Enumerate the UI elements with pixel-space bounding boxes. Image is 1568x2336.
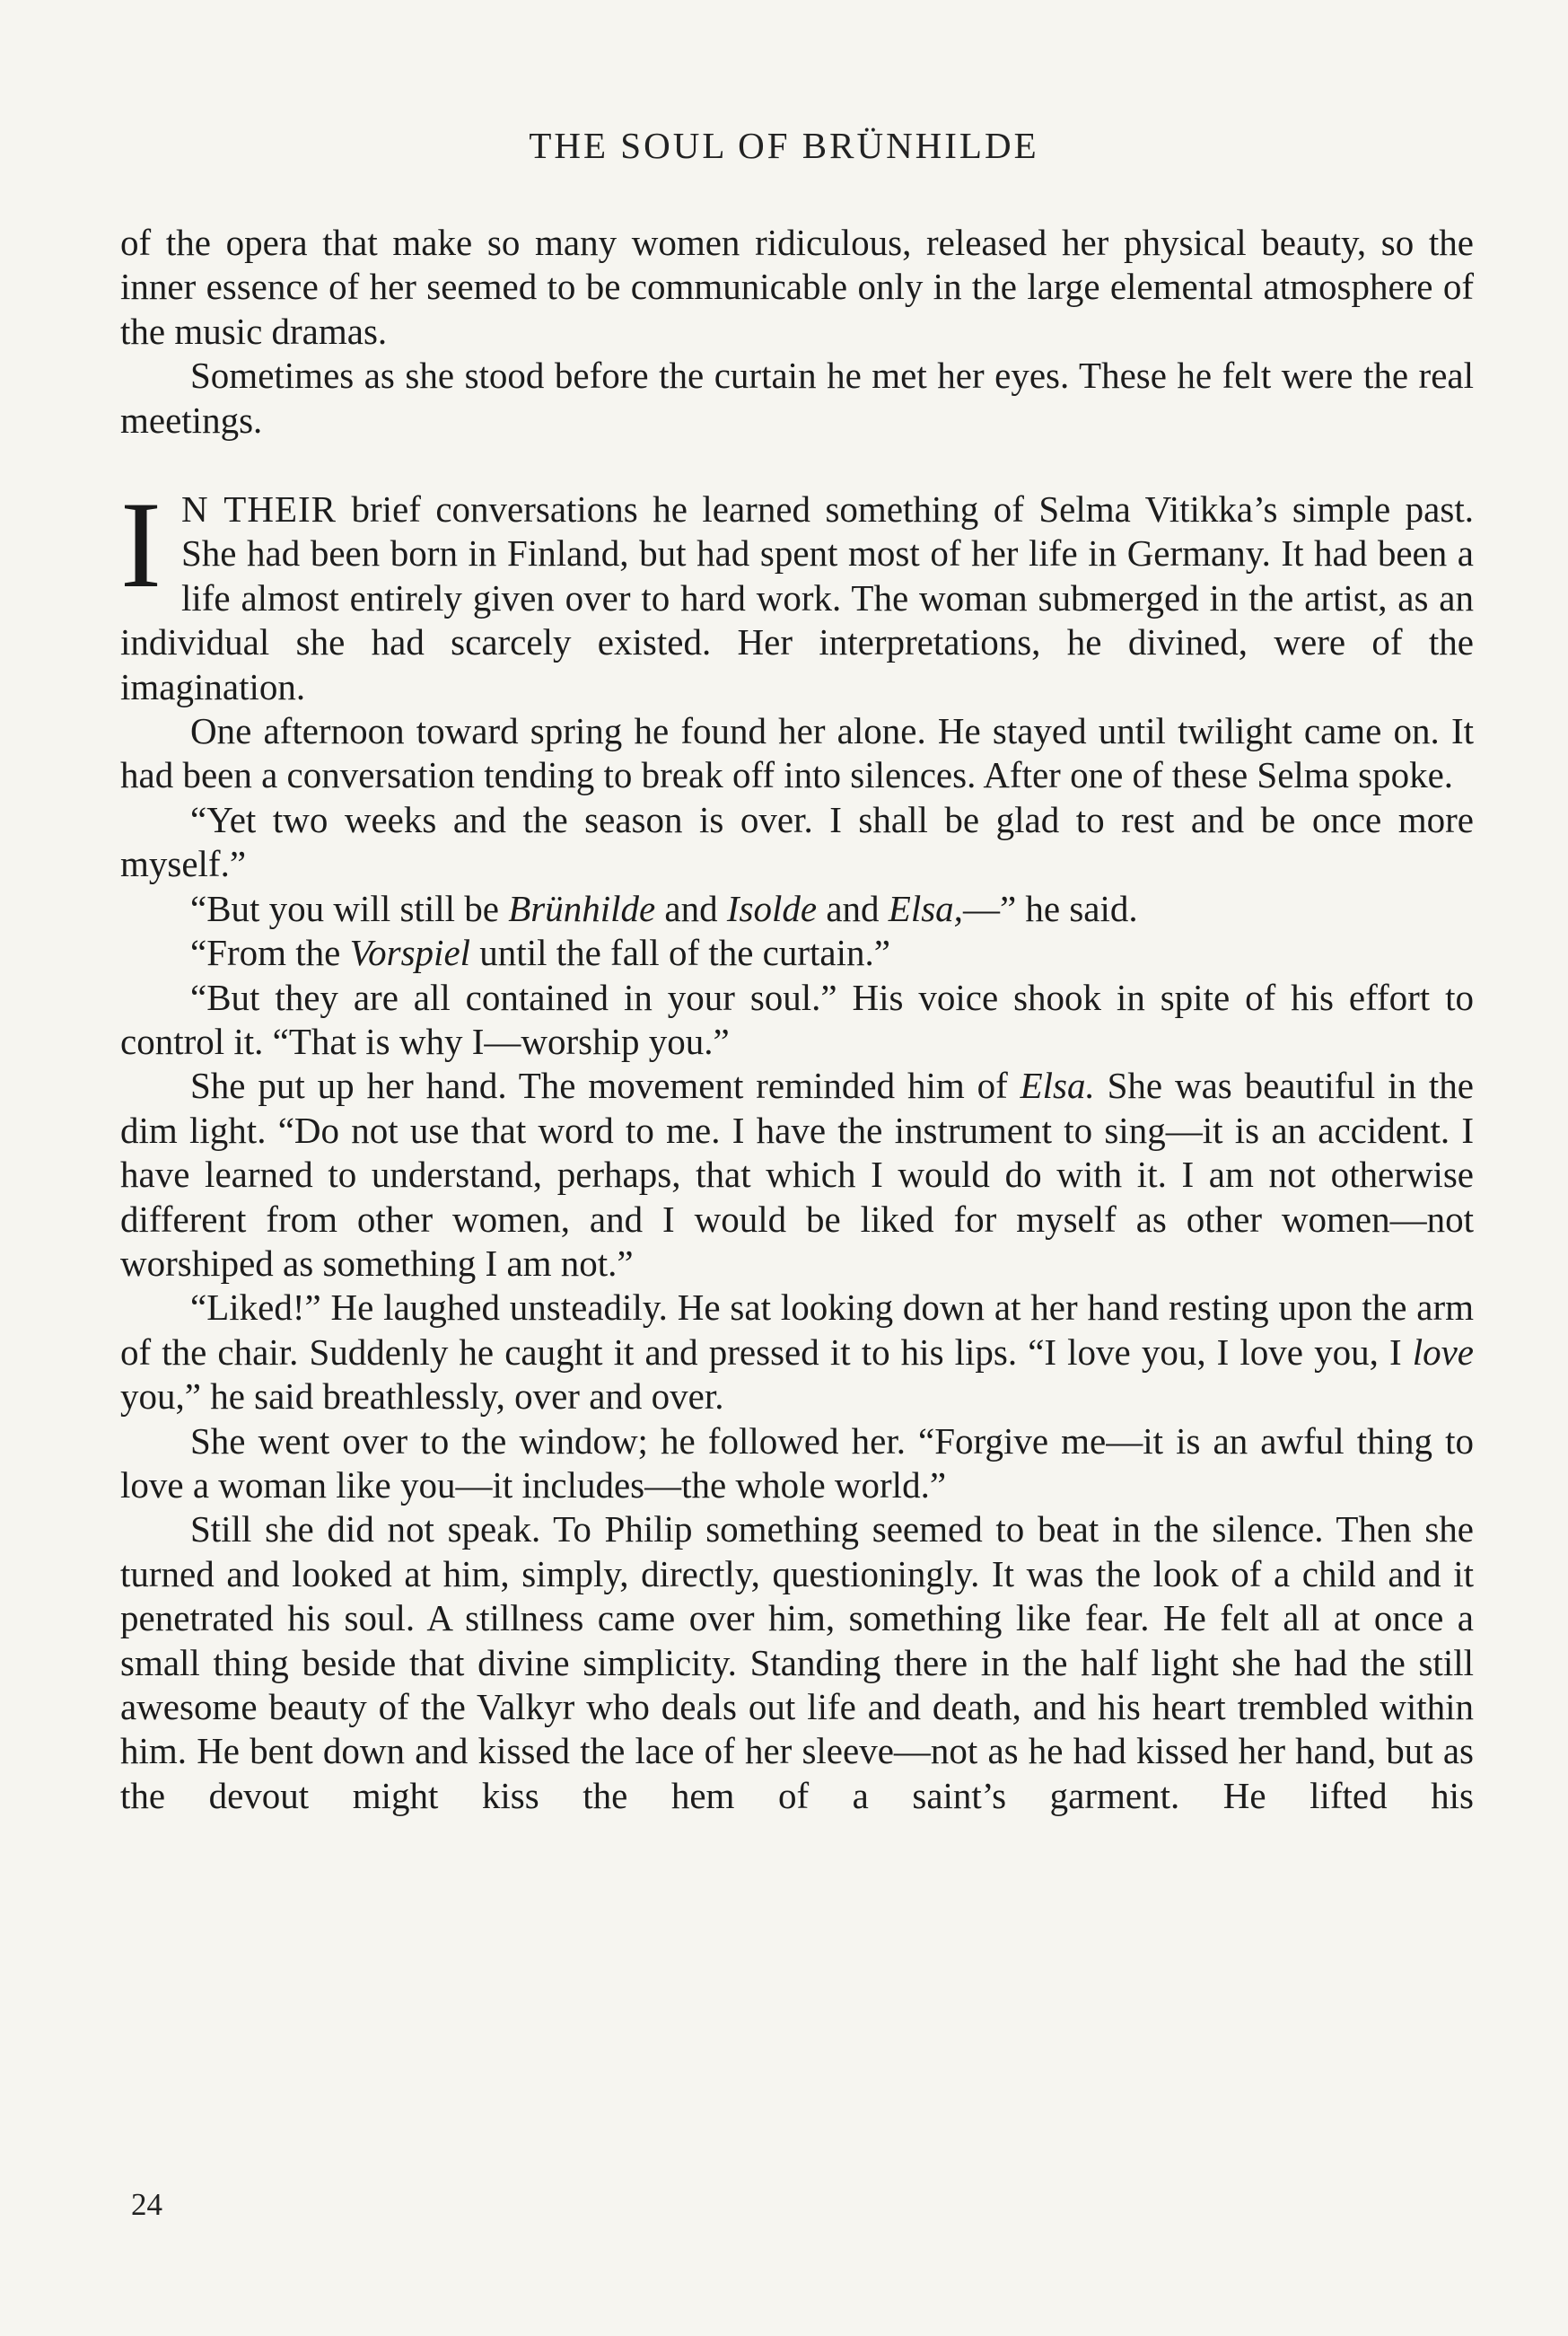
- paragraph: [120, 1064, 1474, 1286]
- text-run: “From the: [190, 932, 350, 974]
- italic-name: Brünhilde: [508, 887, 656, 929]
- text-run: “Liked!” He laughed unsteadily. He sat looking down at her hand resting upon the arm of the chair. Suddenly he caught it and pressed it to his lips. “I love you, I love you, I: [120, 1287, 1474, 1373]
- body-text: [120, 221, 1474, 1818]
- paragraph: [120, 1286, 1474, 1418]
- paragraph: “But they are all contained in your soul.” His voice shook in spite of his effort to control it. “That is why I—worship you.”: [120, 976, 1474, 1062]
- text-run: “But you will still be: [190, 887, 509, 929]
- paragraph: [120, 887, 1474, 931]
- paragraph: She went over to the window; he followed her. “Forgive me—it is an awful thing to love a woman like you—it includes—the whole world.”: [120, 1419, 1474, 1506]
- paragraph: Sometimes as she stood before the curtain he met her eyes. These he felt were the real meetings.: [120, 355, 1474, 441]
- text-run: and: [817, 887, 889, 929]
- text-run: She was beautiful in the dim light. “Do not use that word to me. I have the instrument to sing—it is an accident. I have learned to understand, perhaps, that which I would do with it. I am not otherwise different from other women, and I would be liked for myself as other women—not worshiped as something I am not.”: [120, 1065, 1474, 1284]
- paragraph: of the opera that make so many women ridiculous, released her physical beauty, so the inner essence of her seemed to be communicable only in the large elemental atmosphere of the music dramas.: [120, 222, 1474, 352]
- drop-cap: I: [120, 476, 162, 614]
- paragraph-text: brief conversations he learned something of Selma Vitikka’s simple past. She had been born in Finland, but had spent most of her life in Germany. It had been a life almost entirely given over to hard work. The woman submerged in the artist, as an individual she had scarcely existed. Her interpretations, he divined, were of the imagination.: [120, 488, 1474, 707]
- paragraph: Still she did not speak. To Philip something seemed to beat in the silence. Then she turned and looked at him, simply, directly, questioningly. It was the look of a child and it penetrated his soul. A stillness came over him, something like fear. He felt all at once a small thing beside that divine simplicity. Standing there in the half light she had the still awesome beauty of the Valkyr who deals out life and death, and his heart trembled within him. He bent down and kissed the lace of her sleeve—not as he had kissed her hand, but as the devout might kiss the hem of a saint’s garment. He lifted his: [120, 1508, 1474, 1816]
- lead-in-words: N THEIR: [180, 488, 337, 531]
- text-run: She put up her hand. The movement reminded him of: [190, 1065, 1021, 1107]
- section-opening-paragraph: [120, 476, 1474, 709]
- paragraph: “Yet two weeks and the season is over. I shall be glad to rest and be once more myself.”: [120, 798, 1474, 885]
- text-run: until the fall of the curtain.”: [470, 932, 890, 974]
- text-run: you,” he said breathlessly, over and over.: [120, 1375, 724, 1418]
- italic-emphasis: love: [1412, 1330, 1474, 1373]
- text-run: —” he said.: [962, 887, 1138, 929]
- page-number: 24: [131, 2187, 162, 2222]
- italic-name: Elsa.: [1020, 1065, 1095, 1107]
- paragraph: [120, 931, 1474, 975]
- italic-name: Elsa,: [888, 887, 963, 929]
- text-run: and: [655, 887, 727, 929]
- running-title: THE SOUL OF BRÜNHILDE: [529, 125, 1039, 166]
- paragraph: One afternoon toward spring he found her alone. He stayed until twilight came on. It had been a conversation tending to break off into silences. After one of these Selma spoke.: [120, 710, 1474, 796]
- italic-term: Vorspiel: [349, 932, 471, 974]
- italic-name: Isolde: [726, 887, 818, 929]
